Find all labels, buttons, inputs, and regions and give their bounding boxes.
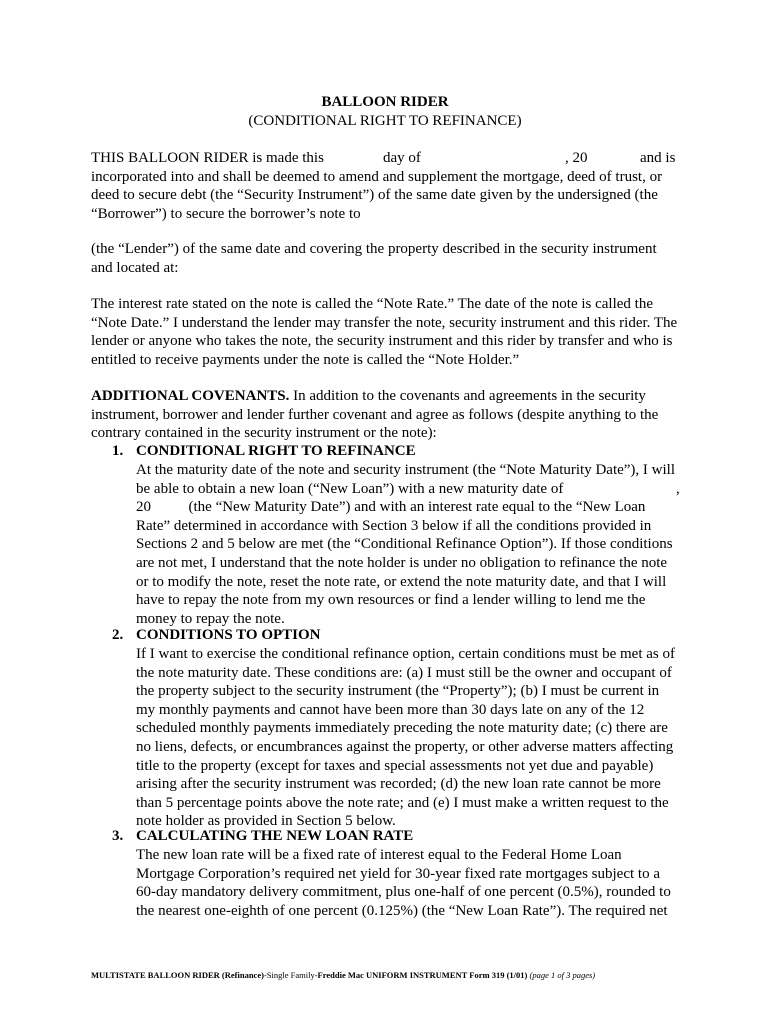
section-3-line: Mortgage Corporation’s required net yield for 30-year fixed rate mortgages subject to a	[136, 865, 660, 882]
section-1-line: 20 (the “New Maturity Date”) and with an interest rate equal to the “New Loan	[136, 499, 646, 516]
covenants-intro-text: In addition to the covenants and agreements in the security	[293, 388, 646, 404]
rate-line-4: entitled to receive payments under the note is called the “Note Holder.”	[91, 351, 520, 368]
rate-line-3: lender or anyone who takes the note, the security instrument and this rider by transfer and who is	[91, 333, 673, 350]
note-rate-paragraph	[91, 295, 681, 369]
covenants-heading: ADDITIONAL COVENANTS.	[91, 388, 290, 404]
section-2-line: the property subject to the security instrument (the “Property”); (b) I must be current in	[136, 683, 660, 700]
lender-line-2: and located at:	[91, 259, 179, 276]
footer-family: -Single Family-	[263, 970, 318, 980]
section-1-body	[136, 461, 686, 628]
section-3-number: 3.	[112, 828, 124, 844]
intro-text-year: , 20	[565, 150, 588, 166]
section-2-line: scheduled monthly payments immediately preceding the note maturity date; (c) there are	[136, 720, 668, 737]
section-1-line: At the maturity date of the note and security instrument (the “Note Maturity Date”), I will	[136, 462, 676, 478]
footer-form-title: MULTISTATE BALLOON RIDER (Refinance)	[91, 970, 264, 980]
section-2-line: my monthly payments and cannot have been more than 30 days late on any of the 12	[136, 701, 645, 718]
section-2-line: title to the property (except for taxes and special assessments not yet due and payable)	[136, 757, 654, 774]
section-3-line: 60-day mandatory delivery commitment, plus one-half of one percent (0.5%), rounded to	[136, 884, 671, 901]
page-footer	[91, 966, 595, 985]
intro-line-1	[91, 149, 681, 168]
section-3-body	[136, 846, 686, 920]
document-title: BALLOON RIDER	[321, 94, 449, 110]
section-1-line: Sections 2 and 5 below are met (the “Conditional Refinance Option”). If those conditions	[136, 536, 673, 553]
section-2-heading: CONDITIONS TO OPTION	[136, 627, 321, 643]
section-2-line: no liens, defects, or encumbrances against the property, or other adverse matters affecting	[136, 738, 674, 755]
section-1-line: or to modify the note, reset the note rate, or extend the note maturity date, and that I will	[136, 573, 667, 590]
footer-instrument: Freddie Mac UNIFORM INSTRUMENT Form 319 (1/01)	[317, 970, 528, 980]
intro-text-and-is: and is	[640, 150, 676, 166]
section-3-line: The new loan rate will be a fixed rate of interest equal to the Federal Home Loan	[136, 847, 622, 863]
lender-line-1: (the “Lender”) of the same date and covering the property described in the security instrument	[91, 241, 657, 257]
rate-line-1: The interest rate stated on the note is called the “Note Rate.” The date of the note is called the	[91, 296, 654, 312]
section-2-line: If I want to exercise the conditional refinance option, certain conditions must be met as of	[136, 646, 675, 662]
intro-line-4: “Borrower”) to secure the borrower’s note to	[91, 205, 361, 222]
section-2-line: than 5 percentage points above the note rate; and (e) I must make a written request to the	[136, 794, 669, 811]
section-2-line: arising after the security instrument was recorded; (d) the new loan rate cannot be more	[136, 776, 661, 793]
section-2-number: 2.	[112, 627, 124, 643]
intro-paragraph	[91, 149, 681, 223]
section-1-line: money to repay the note.	[136, 610, 285, 627]
covenants-line-1	[91, 387, 681, 406]
document-subtitle: (CONDITIONAL RIGHT TO REFINANCE)	[248, 113, 522, 129]
section-1-line-text: be able to obtain a new loan (“New Loan”) with a new maturity date of	[136, 480, 564, 497]
intro-text-day-of: day of	[383, 150, 421, 166]
section-3-line: the nearest one-eighth of one percent (0.125%) (the “New Loan Rate”). The required net	[136, 902, 668, 919]
section-1-line: have to repay the note from my own resources or find a lender willing to lend me the	[136, 592, 646, 609]
section-2-body	[136, 645, 686, 831]
covenants-line-2: instrument, borrower and lender further covenant and agree as follows (despite anything to the	[91, 406, 659, 423]
rate-line-2: “Note Date.” I understand the lender may transfer the note, security instrument and this rider. The	[91, 314, 678, 331]
intro-text-made: THIS BALLOON RIDER is made this	[91, 150, 324, 166]
section-1-line	[136, 480, 686, 499]
section-1-number: 1.	[112, 443, 124, 459]
intro-line-3: deed to secure debt (the “Security Instrument”) of the same date given by the undersigned (the	[91, 187, 658, 204]
intro-line-2: incorporated into and shall be deemed to amend and supplement the mortgage, deed of trust, or	[91, 168, 663, 185]
lender-paragraph	[91, 240, 681, 277]
section-2-line: the note maturity date. These conditions are: (a) I must still be the owner and occupant of	[136, 664, 672, 681]
section-2-line: note holder as provided in Section 5 below.	[136, 813, 396, 830]
covenants-line-3: contrary contained in the security instrument or the note):	[91, 425, 437, 442]
section-1-heading: CONDITIONAL RIGHT TO REFINANCE	[136, 443, 416, 459]
section-1-comma: ,	[676, 480, 680, 497]
covenants-paragraph	[91, 387, 681, 443]
section-3-heading: CALCULATING THE NEW LOAN RATE	[136, 828, 414, 844]
footer-page-number: (page 1 of 3 pages)	[529, 970, 596, 980]
section-1-line: are not met, I understand that the note holder is under no obligation to refinance the note	[136, 554, 668, 571]
section-1-line: Rate” determined in accordance with Section 3 below if all the conditions provided in	[136, 517, 652, 534]
